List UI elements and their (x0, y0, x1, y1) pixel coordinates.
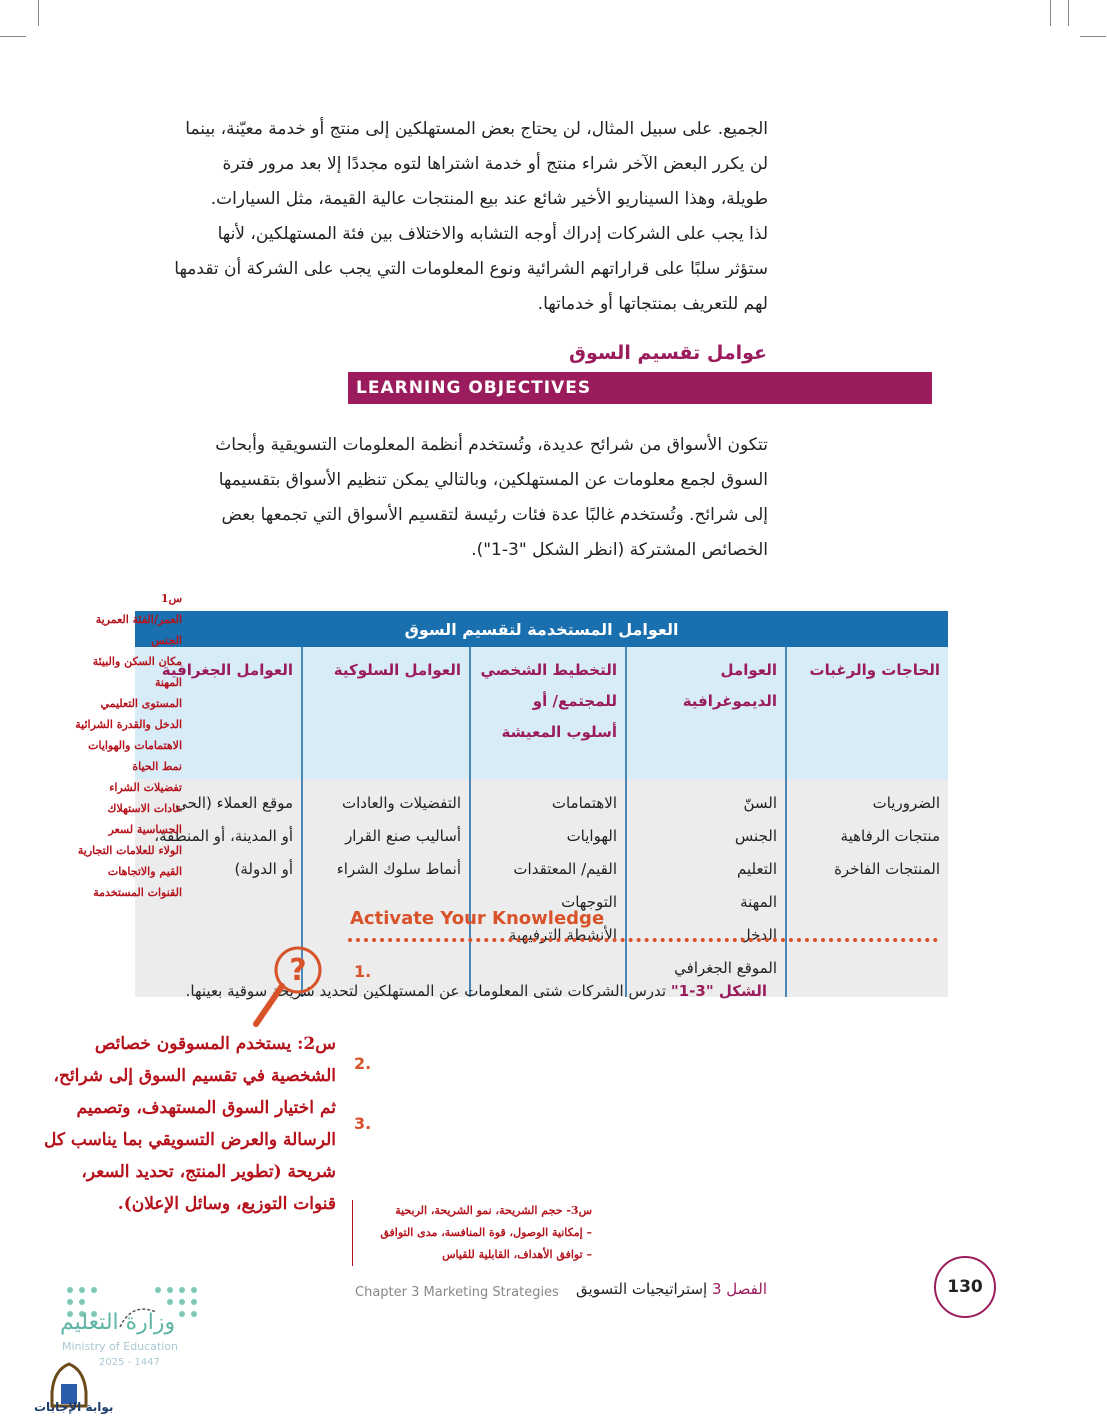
list-item: التفضيلات والعادات (342, 794, 461, 812)
list-item: الضروريات (872, 794, 940, 812)
note-line: المهنة (154, 676, 182, 689)
note-line: مكان السكن والبيئة (92, 655, 182, 668)
list-item: أساليب صنع القرار (345, 827, 461, 845)
list-item: القيم/ المعتقدات (513, 860, 617, 878)
svg-text:?: ? (289, 953, 307, 988)
table-cell (470, 779, 626, 997)
text-line: لهم للتعريف بمنتجاتها أو خدماتها. (537, 294, 768, 314)
note-line: الشخصية في تقسيم السوق إلى شرائح، (53, 1066, 336, 1086)
note-line: العمر/الفئة العمرية (95, 613, 182, 626)
handwritten-note-q2 (36, 1028, 336, 1220)
list-item: أنماط سلوك الشراء (336, 860, 461, 878)
handwritten-note-q3 (352, 1200, 592, 1266)
column-header: العوامل السلوكية (302, 647, 470, 779)
list-item: أو الدولة) (234, 860, 293, 878)
list-item: الهوايات (566, 827, 617, 845)
list-item: المنتجات الفاخرة (834, 860, 940, 878)
text-line: السوق لجمع معلومات عن المستهلكين، وبالتالي يمكن تنظيم الأسواق بتقسيمها (218, 470, 768, 490)
note-line: قنوات التوزيع، وسائل الإعلان). (117, 1194, 336, 1214)
list-item: منتجات الرفاهية (840, 827, 940, 845)
list-item: السنّ (743, 794, 777, 812)
list-item: أو المدينة، أو المنطقة، (154, 827, 293, 845)
note-line: الدخل والقدرة الشرائية (75, 718, 182, 731)
learning-objectives-label: LEARNING OBJECTIVES (356, 378, 592, 398)
text-line: الخصائص المشتركة (انظر الشكل "3-1"). (471, 540, 768, 560)
text-line: تتكون الأسواق من شرائح عديدة، وتُستخدم أنظمة المعلومات التسويقية وأبحاث (215, 435, 768, 455)
list-item: المهنة (740, 893, 777, 911)
column-header: الحاجات والرغبات (786, 647, 948, 779)
site-name: بوابة الإجابات (34, 1400, 114, 1414)
ministry-year: 2025 - 1447 (99, 1357, 160, 1368)
note-label: س1 (160, 592, 182, 605)
question-number: 2. (354, 1054, 372, 1073)
note-line: عادات الاستهلاك (107, 802, 182, 815)
note-line: س3- حجم الشريحة، نمو الشريحة، الربحية (395, 1204, 592, 1217)
ministry-name-arabic: وزارة التعليم (60, 1310, 176, 1335)
text-line: لن يكرر البعض الآخر شراء منتج أو خدمة اشتراها لتوه مجددًا إلا بعد مرور فترة (222, 154, 768, 174)
column-header: العوامل الجغرافية (135, 647, 302, 779)
list-item: الجنس (734, 827, 777, 845)
note-line: الولاء للعلامات التجارية (77, 844, 182, 857)
table-cell (626, 779, 786, 997)
note-line: تفضيلات الشراء (109, 781, 182, 794)
list-item: الموقع الجغرافي (674, 959, 777, 977)
list-item: موقع العملاء (الحي (175, 794, 293, 812)
dotted-divider (348, 938, 938, 942)
table-title: العوامل المستخدمة لتقسيم السوق (135, 611, 948, 647)
text-line: لذا يجب على الشركات إدراك أوجه التشابه والاختلاف بين فئة المستهلكين، لأنها (217, 224, 768, 244)
note-line: القيم والاتجاهات (107, 865, 182, 878)
note-line: الرسالة والعرض التسويقي بما يناسب كل (43, 1130, 336, 1150)
note-line: الحساسية لسعر (108, 823, 182, 836)
figure-caption-text: تدرس الشركات شتى المعلومات عن المستهلكين لتحديد شريحة سوقية بعينها. (185, 982, 667, 1000)
figure-label: الشكل "3-1" (670, 982, 767, 1000)
list-item: الاهتمامات (551, 794, 617, 812)
crop-mark (1050, 0, 1051, 26)
note-line: س2: يستخدم المسوقون خصائص (94, 1034, 336, 1054)
crop-mark (1080, 36, 1106, 37)
crop-mark (38, 0, 39, 26)
question-number: 1. (354, 962, 372, 981)
note-line: نمط الحياة (132, 760, 182, 773)
table-cell (302, 779, 470, 997)
note-line: – توافق الأهداف، القابلية للقياس (442, 1248, 592, 1261)
table-header-row (135, 647, 948, 779)
note-line: – إمكانية الوصول، قوة المنافسة، مدى التوافق (380, 1226, 592, 1239)
intro-paragraph (132, 112, 768, 322)
chapter-number: الفصل 3 (711, 1280, 767, 1298)
note-line: الاهتمامات والهوايات (88, 739, 182, 752)
note-line: الجنس (151, 634, 182, 647)
table-cell (786, 779, 948, 997)
column-header: التخطيط الشخصي للمجتمع/ أو أسلوب المعيشة (470, 647, 626, 779)
list-item: الدخل (739, 926, 777, 944)
column-header: العوامل الديموغرافية (626, 647, 786, 779)
activate-knowledge-title: Activate Your Knowledge (350, 908, 605, 929)
note-line: المستوى التعليمي (100, 697, 182, 710)
magnifier-question-icon (246, 944, 326, 1034)
note-line: القنوات المستخدمة (93, 886, 182, 899)
list-item: التوجهات (561, 893, 617, 911)
text-line: إلى شرائح. وتُستخدم غالبًا عدة فئات رئيسة لتقسيم الأسواق التي تجمعها بعض (221, 505, 768, 525)
chapter-title: إستراتيجيات التسويق (576, 1280, 708, 1298)
chapter-footer-english: Chapter 3 Marketing Strategies (355, 1285, 559, 1300)
note-line: شريحة (تطوير المنتج، تحديد السعر، (81, 1162, 336, 1182)
section-paragraph (132, 428, 768, 568)
text-line: طويلة، وهذا السيناريو الأخير شائع عند بيع المنتجات عالية القيمة، مثل السيارات. (210, 189, 768, 209)
question-number: 3. (354, 1114, 372, 1133)
note-line: ثم اختيار السوق المستهدف، وتصميم (76, 1098, 336, 1118)
page-number: 130 (934, 1256, 996, 1318)
crop-mark (0, 36, 26, 37)
list-item: الأنشطة الترفيهية (508, 926, 617, 944)
text-line: ستؤثر سلبًا على قراراتهم الشرائية ونوع المعلومات التي يجب على الشركة أن تقدمها (174, 259, 768, 279)
crop-mark (1068, 0, 1069, 26)
ministry-name-english: Ministry of Education (62, 1340, 179, 1353)
list-item: التعليم (737, 860, 777, 878)
section-heading: عوامل تقسيم السوق (568, 342, 767, 364)
handwritten-note-q1 (32, 588, 182, 903)
text-line: الجميع. على سبيل المثال، لن يحتاج بعض المستهلكين إلى منتج أو خدمة معيّنة، بينما (185, 119, 768, 139)
chapter-footer (576, 1280, 767, 1298)
